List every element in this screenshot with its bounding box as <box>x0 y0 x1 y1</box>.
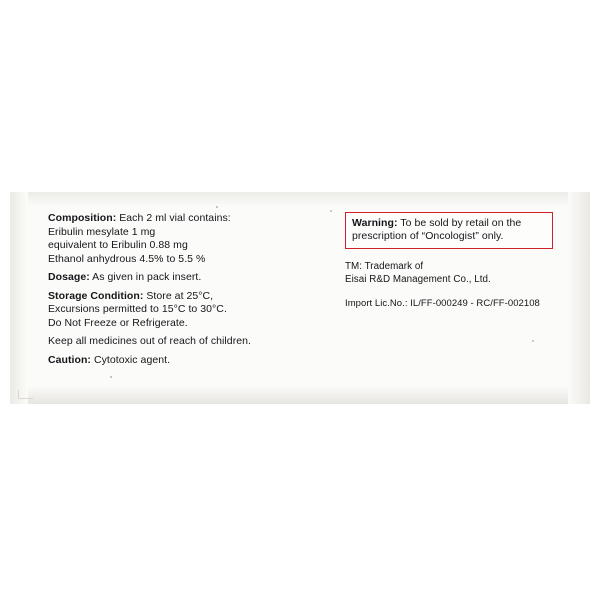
storage-heading-line <box>48 290 338 304</box>
print-speck <box>110 376 112 378</box>
warning-line-1: To be sold by retail on the <box>400 217 522 229</box>
warning-label: Warning: <box>352 217 398 229</box>
storage-value: Store at 25°C, <box>146 289 214 302</box>
dosage-line <box>48 271 338 285</box>
storage-label: Storage Condition: <box>48 289 144 302</box>
composition-label: Composition: <box>48 212 117 224</box>
medicine-carton-photo <box>10 192 590 404</box>
import-licence-text: Import Lic.No.: IL/FF-000249 - RC/FF-002108 <box>345 298 540 309</box>
storage-detail-2: Do Not Freeze or Refrigerate. <box>48 316 188 329</box>
warning-first-line <box>352 217 546 230</box>
warning-box <box>345 212 553 249</box>
carton-bottom-shading <box>10 386 590 404</box>
storage-detail-1: Excursions permitted to 15°C to 30°C. <box>48 303 227 315</box>
import-licence-block <box>345 297 560 311</box>
carton-left-shading <box>10 192 28 404</box>
carton-left-text-panel <box>48 212 338 367</box>
warning-line-2: prescription of “Oncologist” only. <box>352 230 504 242</box>
caution-label: Caution: <box>48 353 91 366</box>
trademark-line-2: Eisai R&D Management Co., Ltd. <box>345 274 491 285</box>
print-speck <box>532 340 534 342</box>
composition-detail-2: equivalent to Eribulin 0.88 mg <box>48 239 188 251</box>
carton-top-shading <box>10 192 590 206</box>
dosage-value: As given in pack insert. <box>92 271 202 283</box>
carton-right-shading <box>568 192 590 404</box>
carton-corner-crease <box>18 390 33 399</box>
dosage-label: Dosage: <box>48 271 90 283</box>
keep-out-of-reach-text: Keep all medicines out of reach of children. <box>48 335 251 347</box>
trademark-block <box>345 260 560 286</box>
composition-heading-line <box>48 212 338 226</box>
caution-value: Cytotoxic agent. <box>93 353 171 366</box>
print-speck <box>216 206 218 208</box>
caution-line <box>48 354 338 368</box>
composition-detail-3: Ethanol anhydrous 4.5% to 5.5 % <box>48 252 206 265</box>
carton-right-text-panel <box>345 212 560 311</box>
trademark-line-1: TM: Trademark of <box>345 261 424 272</box>
composition-detail-1: Eribulin mesylate 1 mg <box>48 225 156 238</box>
composition-value: Each 2 ml vial contains: <box>119 212 231 224</box>
